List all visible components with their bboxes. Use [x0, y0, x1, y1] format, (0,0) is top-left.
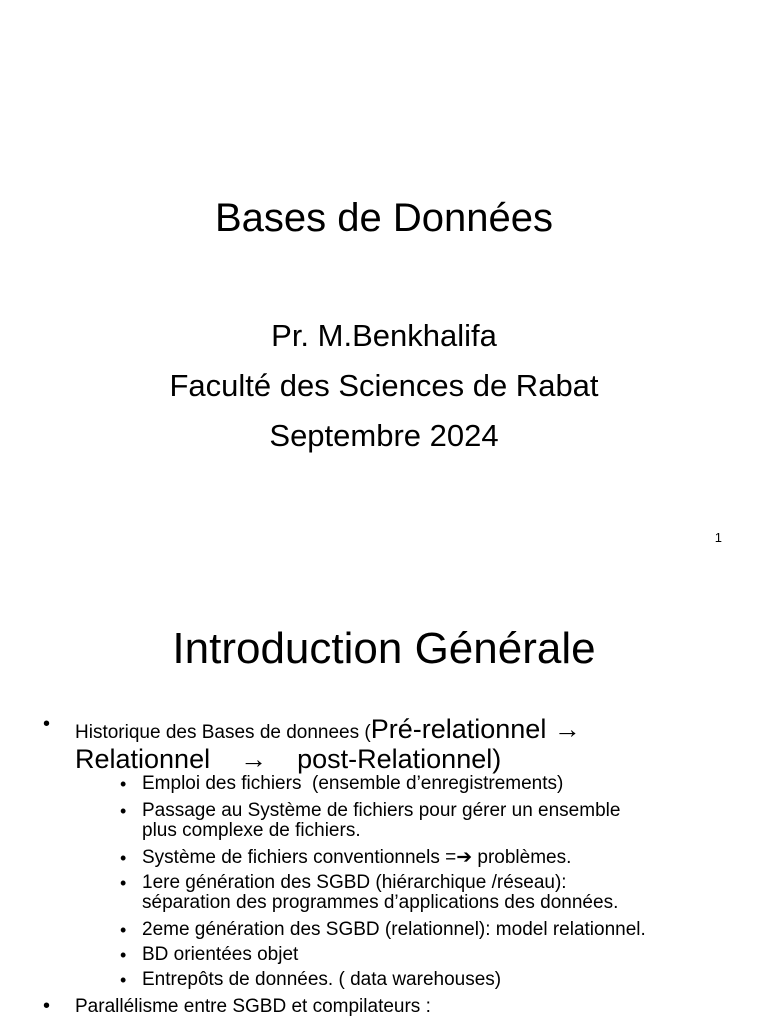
bullet-icon: •: [120, 848, 127, 868]
list-item: [43, 713, 735, 774]
bullet-icon: •: [120, 970, 127, 990]
faculty: Faculté des Sciences de Rabat: [169, 368, 599, 403]
list-item: [120, 944, 742, 965]
date: Septembre 2024: [269, 418, 499, 453]
list-item: [120, 919, 742, 940]
author: Pr. M.Benkhalifa: [271, 318, 497, 353]
bullet-text-large: Pré-relationnel →: [370, 714, 581, 744]
bullet-icon: •: [120, 945, 127, 965]
list-item: [120, 872, 742, 913]
sub-bullet-text: plus complexe de fichiers.: [142, 820, 361, 841]
slide-introduction: [0, 576, 768, 1024]
sub-bullet-text: Emploi des fichiers (ensemble d’enregistrements): [142, 773, 564, 794]
sub-bullet-text: séparation des programmes d’applications des données.: [142, 892, 619, 913]
bullet-icon: •: [43, 995, 51, 1017]
page-number: 1: [714, 530, 722, 545]
sub-bullet-text: Entrepôts de données. ( data warehouses): [142, 969, 502, 990]
bullet-text: Historique des Bases de donnees (: [75, 722, 371, 743]
list-item: [120, 969, 742, 990]
bullet-icon: •: [120, 920, 127, 940]
bullet-icon: •: [120, 873, 127, 893]
sub-bullet-text: BD orientées objet: [142, 944, 299, 965]
presentation-title: Bases de Données: [214, 196, 553, 240]
sub-bullet-text: Passage au Système de fichiers pour gérer un ensemble: [142, 800, 621, 821]
slide-title: Introduction Générale: [172, 624, 596, 673]
list-item: [120, 847, 742, 868]
sub-bullet-text: Système de fichiers conventionnels =➔ problèmes.: [142, 847, 572, 868]
bullet-text: Parallélisme entre SGBD et compilateurs :: [75, 996, 431, 1017]
list-item: [120, 800, 742, 841]
list-item: [43, 995, 735, 1017]
bullet-icon: •: [120, 774, 127, 794]
list-item: [120, 773, 742, 794]
bullet-text-large: Relationnel → post-Relationnel): [75, 744, 502, 774]
sub-bullet-text: 1ere génération des SGBD (hiérarchique /réseau):: [142, 872, 567, 893]
bullet-icon: •: [43, 713, 51, 735]
sub-bullet-text: 2eme génération des SGBD (relationnel): model relationnel.: [142, 919, 646, 940]
bullet-icon: •: [120, 801, 127, 821]
